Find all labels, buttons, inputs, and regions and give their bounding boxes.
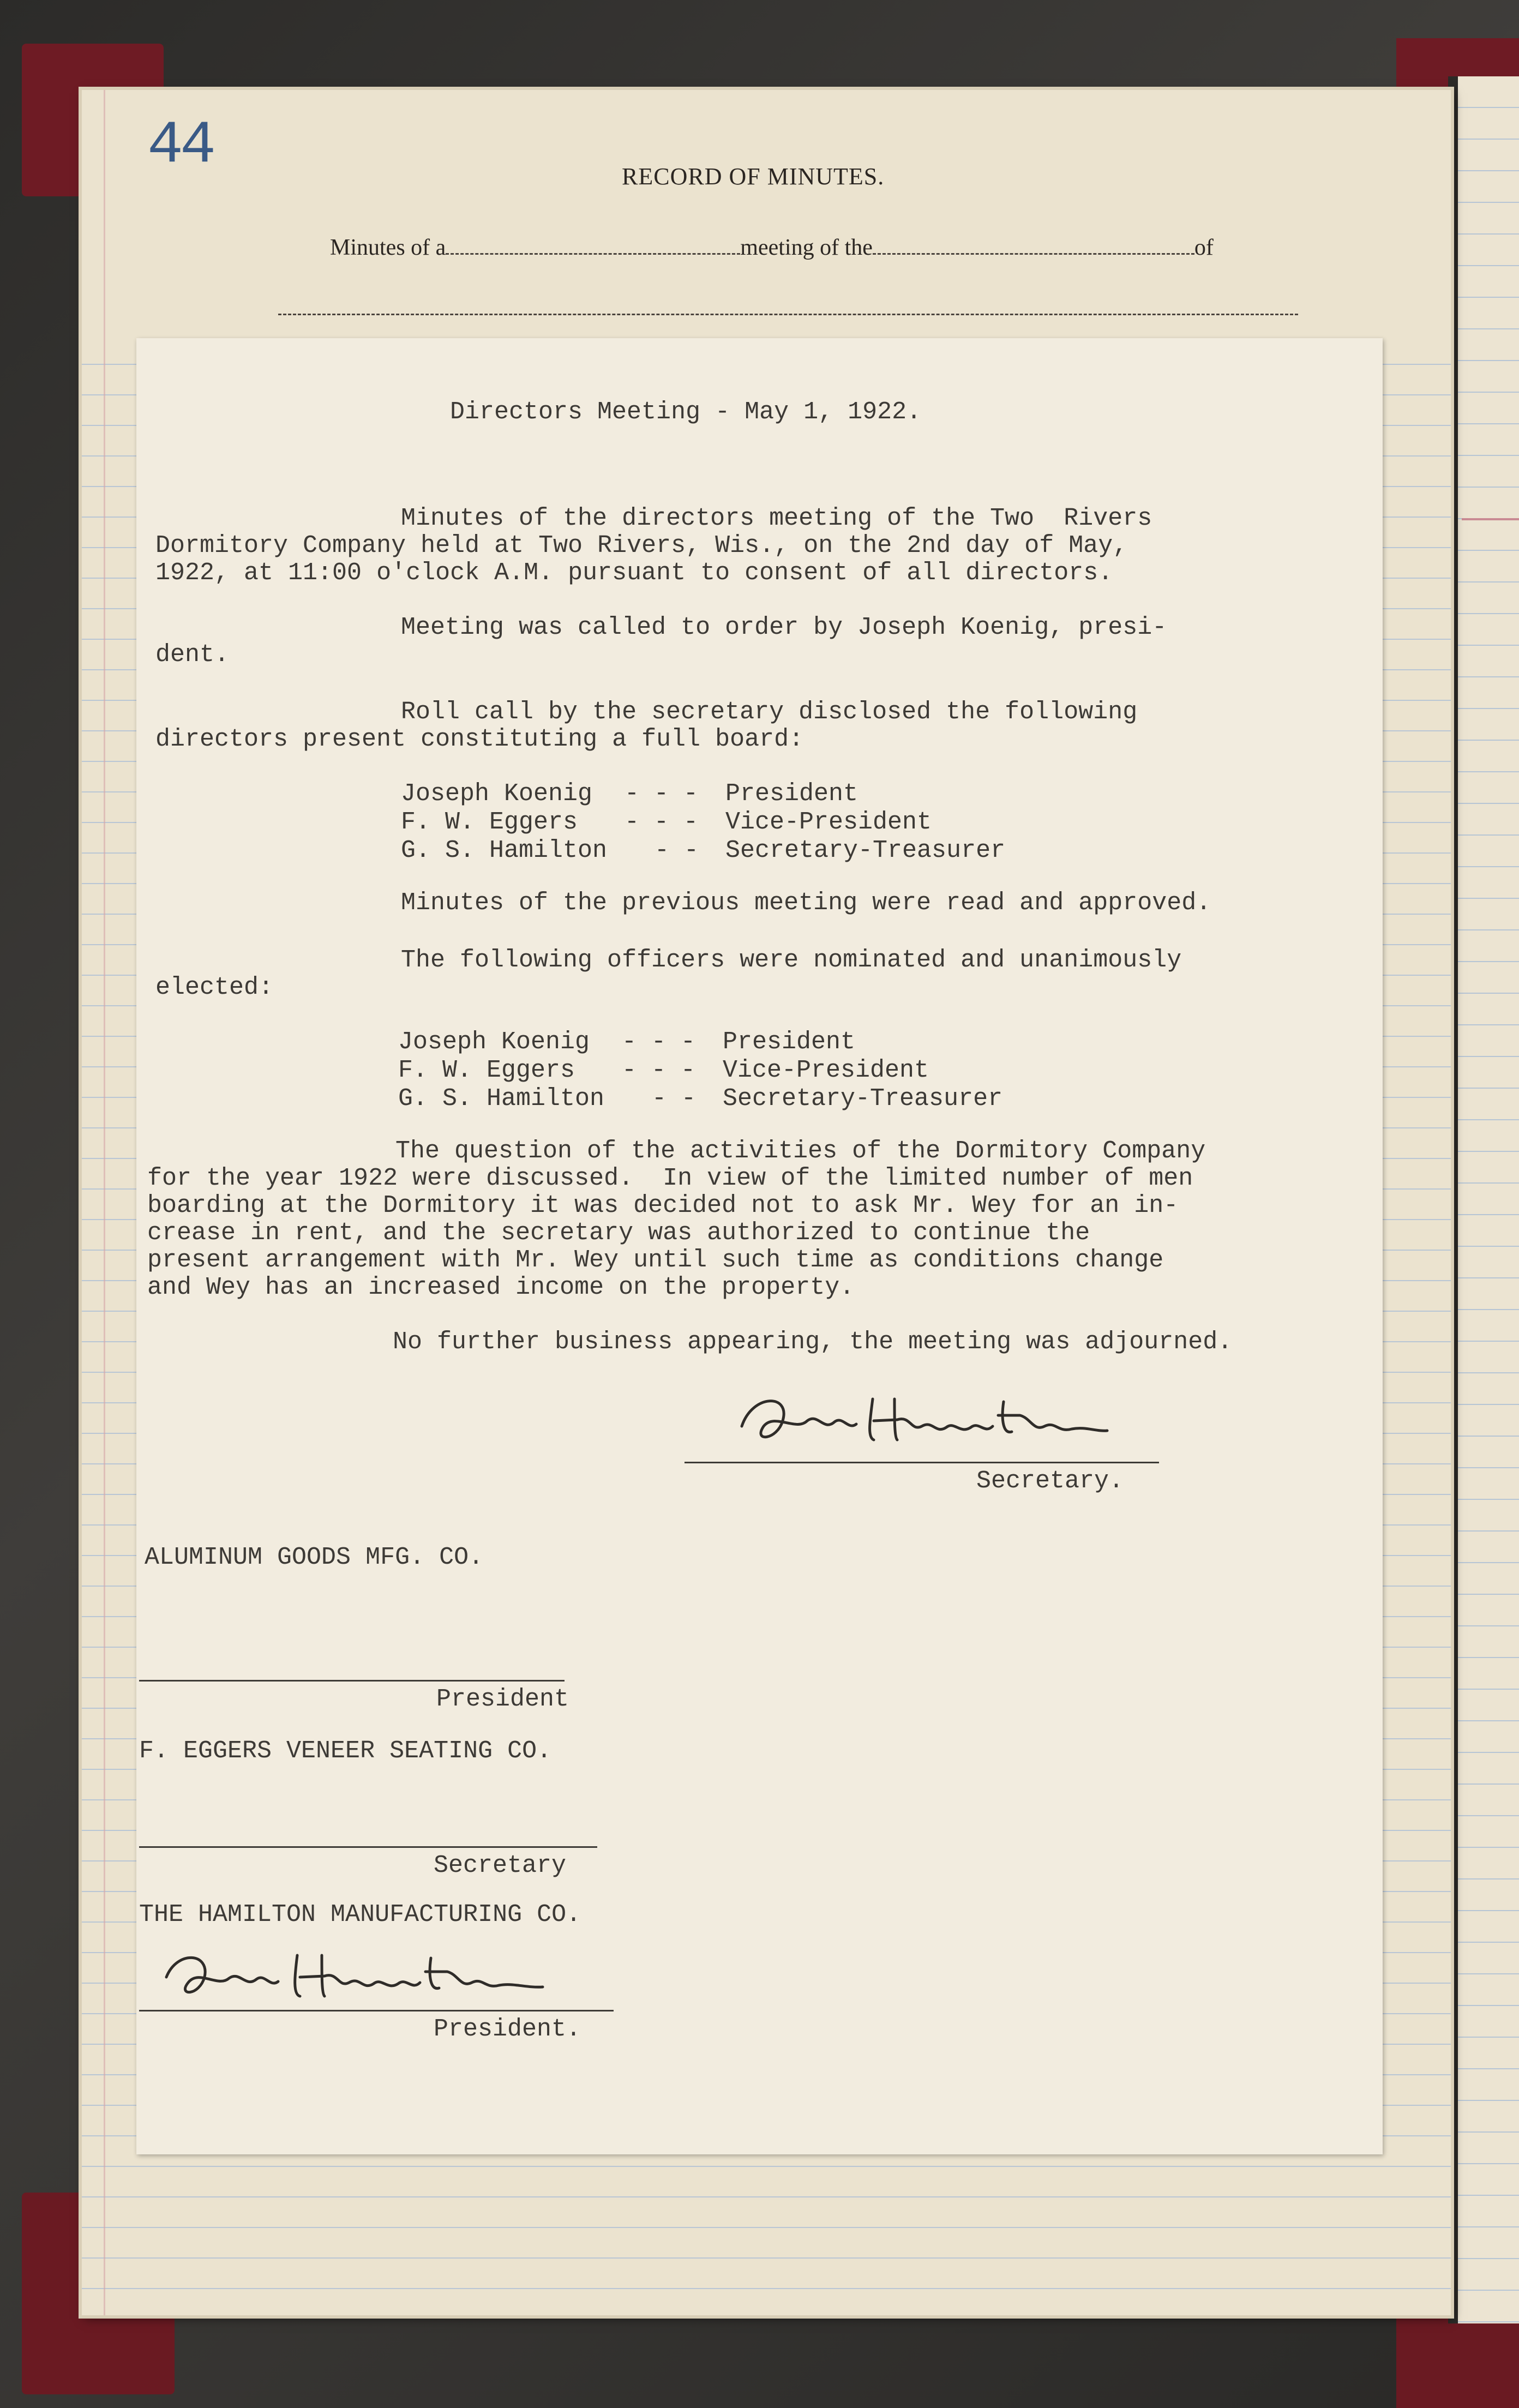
paragraph-line: for the year 1922 were discussed. In view of the limited number of men (147, 1164, 1193, 1192)
secretary-label: Secretary. (976, 1467, 1124, 1495)
blank-line (873, 247, 1194, 255)
officer-elected-dashes: - - - (622, 1056, 696, 1084)
minutes-header-line (330, 235, 1214, 261)
director-present-name: G. S. Hamilton (401, 837, 608, 864)
signatory-role: Secretary (434, 1852, 567, 1879)
binder-corner (1396, 2318, 1519, 2408)
director-present-name: F. W. Eggers (401, 808, 578, 836)
paragraph-line: boarding at the Dormitory it was decided not to ask Mr. Wey for an in- (147, 1192, 1179, 1220)
paragraph-line: Minutes of the directors meeting of the Two Rivers (401, 505, 1152, 532)
paragraph-line: crease in rent, and the secretary was authorized to continue the (147, 1219, 1090, 1247)
company-name: F. EGGERS VENEER SEATING CO. (139, 1737, 552, 1765)
paragraph-line: dent. (155, 641, 230, 669)
paragraph-line: Minutes of the previous meeting were read and approved. (401, 889, 1211, 917)
ledger-margin-rule (104, 90, 105, 2315)
ledger-dashed-rule (278, 314, 1298, 315)
paragraph-line: Dormitory Company held at Two Rivers, Wis., on the 2nd day of May, (155, 532, 1128, 560)
paragraph-line: 1922, at 11:00 o'clock A.M. pursuant to consent of all directors. (155, 559, 1113, 587)
paragraph-line: Roll call by the secretary disclosed the following (401, 698, 1138, 726)
director-present-dashes: - - - (625, 808, 699, 836)
officer-elected-name: G. S. Hamilton (398, 1085, 605, 1113)
paragraph-line: No further business appearing, the meeting was adjourned. (393, 1328, 1233, 1356)
secretary-signature-line (685, 1462, 1159, 1463)
paragraph-line: Meeting was called to order by Joseph Koenig, presi- (401, 614, 1167, 641)
director-present-title: President (725, 780, 858, 808)
director-present-title: Vice-President (725, 808, 932, 836)
paragraph-line: The question of the activities of the Dormitory Company (395, 1137, 1206, 1165)
officer-elected-title: Secretary-Treasurer (723, 1085, 1003, 1113)
director-present-dashes: - - (655, 837, 699, 864)
officer-elected-name: F. W. Eggers (398, 1056, 575, 1084)
company-name: ALUMINUM GOODS MFG. CO. (145, 1544, 484, 1571)
officer-elected-dashes: - - (652, 1085, 697, 1113)
secretary-signature (731, 1388, 1124, 1459)
officer-elected-name: Joseph Koenig (398, 1028, 590, 1056)
facing-page (1448, 76, 1519, 2323)
signature-line (139, 1680, 565, 1682)
blank-line (446, 247, 740, 255)
company-name: THE HAMILTON MANUFACTURING CO. (139, 1901, 581, 1929)
ledger-header-area (82, 90, 1451, 346)
officer-elected-title: Vice-President (723, 1056, 929, 1084)
page-number: 44 (147, 112, 213, 180)
officer-elected-dashes: - - - (622, 1028, 696, 1056)
of-label: of (1194, 235, 1214, 260)
paragraph-line: present arrangement with Mr. Wey until such time as conditions change (147, 1246, 1164, 1274)
signature-line (139, 1846, 597, 1848)
director-present-dashes: - - - (625, 780, 699, 808)
paragraph-line: directors present constituting a full board: (155, 725, 804, 753)
president-signature (150, 1944, 575, 2015)
officer-elected-title: President (723, 1028, 856, 1056)
meeting-of-the-label: meeting of the (740, 235, 873, 260)
paragraph-line: elected: (155, 974, 274, 1001)
signatory-role: President (436, 1685, 569, 1713)
director-present-title: Secretary-Treasurer (725, 837, 1006, 864)
paragraph-line: and Wey has an increased income on the property. (147, 1274, 855, 1301)
president-signature-line (139, 2010, 614, 2011)
paragraph-line: The following officers were nominated and unanimously (401, 946, 1182, 974)
sheet-heading: Directors Meeting - May 1, 1922. (450, 398, 922, 426)
director-present-name: Joseph Koenig (401, 780, 593, 808)
ledger-title: RECORD OF MINUTES. (622, 163, 885, 190)
minutes-of-a-label: Minutes of a (330, 235, 446, 260)
facing-page-margin-rule (1462, 518, 1519, 520)
signatory-role: President. (434, 2015, 581, 2043)
typed-minutes-sheet (136, 338, 1383, 2154)
